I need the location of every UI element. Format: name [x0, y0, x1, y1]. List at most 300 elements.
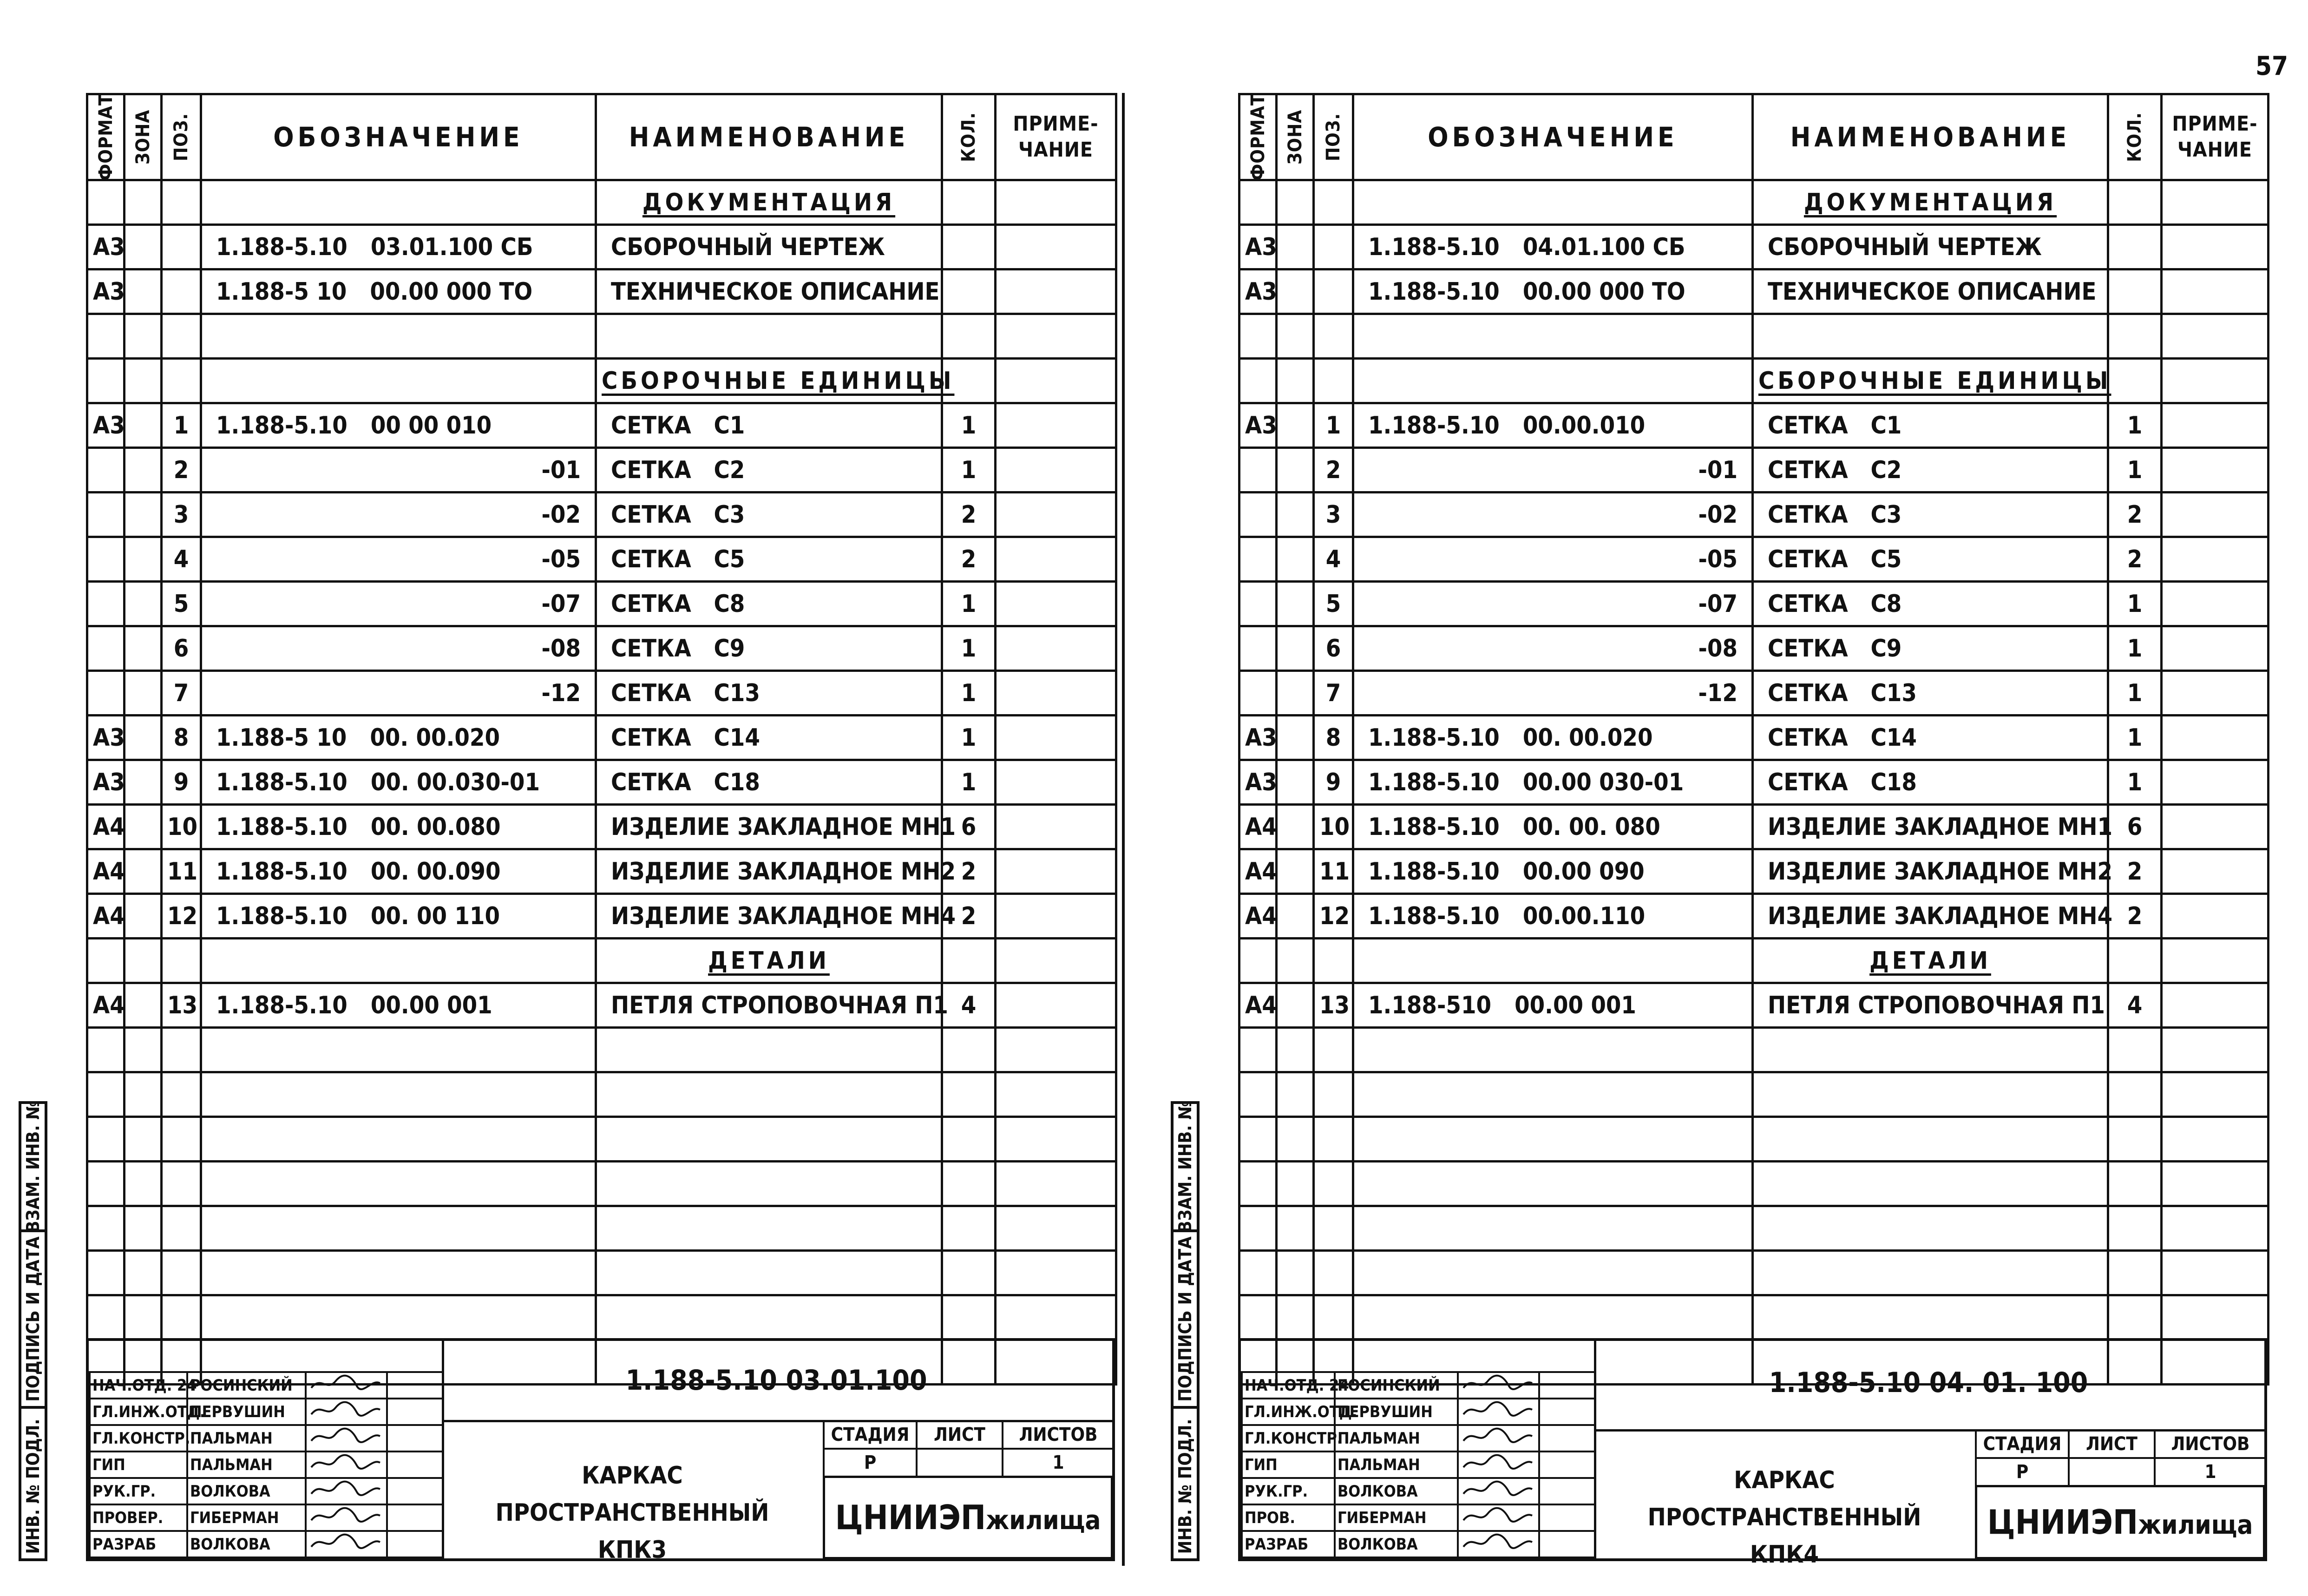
designation-cell: [201, 359, 596, 403]
qty-cell: [2108, 314, 2162, 359]
designation-cell: [1353, 448, 1753, 493]
zone-cell: [1277, 1251, 1314, 1295]
header-row: [87, 94, 1116, 180]
signature-row: [90, 1452, 443, 1478]
zone-cell: [125, 1117, 162, 1162]
format-cell: [87, 1072, 125, 1117]
spec-row: [87, 582, 1116, 626]
format-cell: А4: [87, 849, 125, 894]
name-cell: СЕТКА С13: [1753, 671, 2108, 716]
title-block-left: [86, 1338, 1115, 1564]
pos-cell: 7: [1314, 671, 1353, 716]
designation-doc: 1.188-5.10: [216, 411, 348, 440]
signature-icon: [1461, 1426, 1535, 1446]
designation-cell: [1353, 225, 1753, 269]
designation-code: 00.00 001: [370, 991, 492, 1019]
designation-cell: [201, 849, 596, 894]
role-cell: РАЗРАБ: [1242, 1531, 1335, 1557]
pos-cell: 9: [1314, 760, 1353, 805]
zone-cell: [125, 1028, 162, 1072]
person-name: ПАЛЬМАН: [1335, 1452, 1458, 1478]
designation-doc: [207, 501, 216, 529]
pos-cell: 2: [1314, 448, 1353, 493]
blank-row: [87, 1206, 1116, 1251]
qty-cell: 2: [942, 849, 996, 894]
stage-table: СТАДИЯ ЛИСТ ЛИСТОВ Р 1: [823, 1420, 1115, 1478]
note-cell: [996, 671, 1116, 716]
designation-cell: [201, 1251, 596, 1295]
zone-cell: [1277, 1117, 1314, 1162]
spec-row: [87, 760, 1116, 805]
designation: [207, 724, 590, 752]
col-qty: КОЛ.: [942, 94, 996, 180]
designation: [207, 233, 590, 261]
qty-cell: [2108, 1117, 2162, 1162]
designation-cell: [201, 894, 596, 939]
zone-cell: [1277, 1072, 1314, 1117]
name-cell: ТЕХНИЧЕСКОЕ ОПИСАНИЕ: [596, 269, 942, 314]
signature-cell: [306, 1399, 387, 1425]
name-cell: ИЗДЕЛИЕ ЗАКЛАДНОЕ МН1: [1753, 805, 2108, 849]
qty-cell: [942, 1162, 996, 1206]
format-cell: [1239, 1028, 1277, 1072]
name-cell: СЕТКА С3: [596, 493, 942, 537]
qty-cell: [942, 1117, 996, 1162]
note-cell: [2162, 671, 2269, 716]
zone-cell: [125, 403, 162, 448]
date-cell: [387, 1372, 443, 1399]
section-title: СБОРОЧНЫЕ ЕДИНИЦЫ: [596, 359, 942, 403]
format-cell: А3: [1239, 225, 1277, 269]
name-cell: [1753, 1028, 2108, 1072]
signature-icon: [308, 1452, 383, 1473]
name-cell: ИЗДЕЛИЕ ЗАКЛАДНОЕ МН2: [1753, 849, 2108, 894]
designation-code: 00.00 001: [1515, 991, 1636, 1019]
designation-doc: 1.188-5.10: [1368, 813, 1500, 841]
pos-cell: [162, 1162, 201, 1206]
format-cell: [1239, 537, 1277, 582]
designation-doc: 1.188-5.10: [216, 768, 348, 796]
signature-cell: [1458, 1372, 1539, 1399]
name-cell: СЕТКА С18: [1753, 760, 2108, 805]
name-cell: СЕТКА С5: [596, 537, 942, 582]
spec-row: [87, 225, 1116, 269]
signature-icon: [1461, 1373, 1535, 1393]
role-cell: ГИП: [1242, 1452, 1335, 1478]
designation-cell: [201, 314, 596, 359]
designation-code: 00. 00.030-01: [370, 768, 540, 796]
signature-icon: [308, 1426, 383, 1446]
zone-cell: [125, 1162, 162, 1206]
designation-cell: [1353, 1117, 1753, 1162]
qty-cell: 2: [2108, 849, 2162, 894]
blank-row: [1239, 314, 2269, 359]
note-cell: [996, 314, 1116, 359]
designation: [1359, 858, 1747, 886]
format-cell: [1239, 582, 1277, 626]
note-cell: [2162, 1117, 2269, 1162]
designation-cell: [201, 537, 596, 582]
designation-code: 00.00 090: [1522, 857, 1645, 886]
format-cell: А4: [87, 894, 125, 939]
signature-row: [90, 1504, 443, 1531]
qty-cell: [2108, 359, 2162, 403]
note-cell: [996, 894, 1116, 939]
format-cell: [1239, 939, 1277, 983]
name-cell: [1753, 314, 2108, 359]
format-cell: [87, 537, 125, 582]
zone-cell: [125, 983, 162, 1028]
zone-cell: [1277, 359, 1314, 403]
name-cell: СЕТКА С1: [1753, 403, 2108, 448]
name-cell: [1753, 1206, 2108, 1251]
signature-icon: [308, 1479, 383, 1499]
designation-doc: [207, 635, 216, 663]
name-cell: СЕТКА С18: [596, 760, 942, 805]
qty-cell: [2108, 180, 2162, 225]
qty-cell: 2: [2108, 493, 2162, 537]
pos-cell: 4: [1314, 537, 1353, 582]
designation-code: 00. 00. 080: [1522, 813, 1660, 841]
zone-cell: [1277, 1162, 1314, 1206]
name-cell: [1753, 1072, 2108, 1117]
person-name: ГИБЕРМАН: [1335, 1504, 1458, 1531]
format-cell: [1239, 1072, 1277, 1117]
col-note: ПРИМЕ- ЧАНИЕ: [2162, 94, 2269, 180]
pos-cell: [162, 939, 201, 983]
designation: [207, 858, 590, 886]
stage-table: СТАДИЯ ЛИСТ ЛИСТОВ Р 1: [1975, 1429, 2267, 1487]
designation-cell: [1353, 849, 1753, 894]
signature-row: [1242, 1504, 1595, 1531]
col-zone: ЗОНА: [1277, 94, 1314, 180]
person-name: ПАЛЬМАН: [187, 1452, 306, 1478]
pos-cell: 7: [162, 671, 201, 716]
designation-cell: [201, 582, 596, 626]
designation: [1359, 768, 1747, 796]
name-cell: СЕТКА С3: [1753, 493, 2108, 537]
designation-doc: [1359, 545, 1368, 573]
signature-cell: [1458, 1478, 1539, 1504]
qty-cell: 1: [2108, 760, 2162, 805]
designation-cell: [201, 448, 596, 493]
format-cell: А3: [87, 716, 125, 760]
pos-cell: [1314, 939, 1353, 983]
qty-cell: [942, 180, 996, 225]
qty-cell: [2108, 1162, 2162, 1206]
note-cell: [996, 180, 1116, 225]
qty-cell: 1: [2108, 716, 2162, 760]
note-cell: [996, 1206, 1116, 1251]
qty-cell: [942, 225, 996, 269]
name-cell: СЕТКА С14: [596, 716, 942, 760]
zone-cell: [1277, 849, 1314, 894]
designation-cell: [1353, 939, 1753, 983]
pos-cell: 2: [162, 448, 201, 493]
format-cell: А3: [87, 403, 125, 448]
name-cell: СЕТКА С5: [1753, 537, 2108, 582]
signature-row: [90, 1399, 443, 1425]
designation: [207, 412, 590, 440]
designation-doc: 1.188-5.10: [1368, 411, 1500, 440]
person-name: РОСИНСКИЙ: [187, 1372, 306, 1399]
designation-doc: 1.188-510: [1368, 991, 1492, 1019]
section-row: [1239, 359, 2269, 403]
pos-cell: [162, 225, 201, 269]
pos-cell: 11: [162, 849, 201, 894]
pos-cell: [162, 314, 201, 359]
designation-cell: [201, 760, 596, 805]
designation-cell: [1353, 1251, 1753, 1295]
designation: [207, 902, 590, 930]
designation-code: 03.01.100 СБ: [370, 233, 533, 261]
person-name: ПЕРВУШИН: [187, 1399, 306, 1425]
note-cell: [996, 1251, 1116, 1295]
designation-cell: [1353, 180, 1753, 225]
designation: [207, 501, 590, 529]
role-cell: РУК.ГР.: [90, 1478, 187, 1504]
qty-cell: 1: [942, 760, 996, 805]
designation-cell: [1353, 1028, 1753, 1072]
spec-row: [87, 716, 1116, 760]
designation-cell: [201, 671, 596, 716]
qty-cell: [942, 1072, 996, 1117]
date-cell: [1539, 1399, 1595, 1425]
designation-code: -07: [1698, 590, 1738, 618]
spec-row: [1239, 225, 2269, 269]
spec-row: [87, 983, 1116, 1028]
note-cell: [2162, 805, 2269, 849]
date-cell: [387, 1504, 443, 1531]
designation-code: -05: [1698, 545, 1738, 573]
pos-cell: 1: [162, 403, 201, 448]
designation: [207, 590, 590, 618]
note-cell: [2162, 894, 2269, 939]
role-cell: РУК.ГР.: [1242, 1478, 1335, 1504]
zone-cell: [1277, 493, 1314, 537]
spec-row: [1239, 849, 2269, 894]
note-cell: [996, 448, 1116, 493]
note-cell: [996, 939, 1116, 983]
person-name: ВОЛКОВА: [187, 1531, 306, 1557]
format-cell: [87, 1117, 125, 1162]
signature-row: [90, 1531, 443, 1557]
spec-row: [1239, 894, 2269, 939]
note-cell: [2162, 537, 2269, 582]
designation-code: -01: [1698, 456, 1738, 484]
qty-cell: [2108, 939, 2162, 983]
note-cell: [2162, 1251, 2269, 1295]
designation-cell: [201, 1072, 596, 1117]
date-cell: [1539, 1504, 1595, 1531]
qty-cell: [2108, 225, 2162, 269]
signature-cell: [1458, 1504, 1539, 1531]
format-cell: [87, 493, 125, 537]
designation-code: 00 00 010: [370, 411, 492, 440]
col-format: ФОРМАТ: [87, 94, 125, 180]
name-cell: ПЕТЛЯ СТРОПОВОЧНАЯ П1: [596, 983, 942, 1028]
person-name: ПАЛЬМАН: [187, 1425, 306, 1452]
pos-cell: 10: [162, 805, 201, 849]
role-cell: ГЛ.ИНЖ.ОТД.: [90, 1399, 187, 1425]
pos-cell: 6: [162, 626, 201, 671]
date-cell: [1539, 1531, 1595, 1557]
section-row: [1239, 939, 2269, 983]
designation-cell: [1353, 1206, 1753, 1251]
qty-cell: [942, 1206, 996, 1251]
note-cell: [2162, 314, 2269, 359]
designation-cell: [1353, 894, 1753, 939]
qty-cell: 6: [942, 805, 996, 849]
signature-icon: [1461, 1505, 1535, 1526]
pos-cell: [1314, 1072, 1353, 1117]
signature-icon: [1461, 1452, 1535, 1473]
designation-cell: [1353, 805, 1753, 849]
zone-cell: [1277, 1206, 1314, 1251]
blank-row: [1239, 1162, 2269, 1206]
zone-cell: [125, 225, 162, 269]
person-name: ПАЛЬМАН: [1335, 1425, 1458, 1452]
zone-cell: [125, 493, 162, 537]
name-cell: [596, 1028, 942, 1072]
format-cell: [1239, 359, 1277, 403]
designation-cell: [1353, 314, 1753, 359]
person-name: ПЕРВУШИН: [1335, 1399, 1458, 1425]
designation-doc: 1.188-5 10: [216, 277, 347, 306]
zone-cell: [1277, 1028, 1314, 1072]
designation-doc: 1.188-5.10: [1368, 857, 1500, 886]
name-cell: ПЕТЛЯ СТРОПОВОЧНАЯ П1: [1753, 983, 2108, 1028]
designation-cell: [1353, 626, 1753, 671]
format-cell: [1239, 671, 1277, 716]
pos-cell: 1: [1314, 403, 1353, 448]
zone-cell: [1277, 894, 1314, 939]
pos-cell: [1314, 1162, 1353, 1206]
spec-row: [87, 448, 1116, 493]
col-pos: ПОЗ.: [1314, 94, 1353, 180]
format-cell: [87, 314, 125, 359]
designation: [1359, 679, 1747, 707]
spec-row: [1239, 403, 2269, 448]
qty-cell: [2108, 1206, 2162, 1251]
signature-cell: [1458, 1531, 1539, 1557]
format-cell: [1239, 1117, 1277, 1162]
name-cell: [1753, 1117, 2108, 1162]
note-cell: [2162, 626, 2269, 671]
pos-cell: 4: [162, 537, 201, 582]
note-cell: [996, 582, 1116, 626]
zone-cell: [125, 1295, 162, 1340]
name-cell: [1753, 1162, 2108, 1206]
person-name: ВОЛКОВА: [187, 1478, 306, 1504]
note-cell: [996, 716, 1116, 760]
designation-code: -01: [541, 456, 581, 484]
note-cell: [996, 760, 1116, 805]
designation-doc: 1.188-5.10: [1368, 277, 1500, 306]
format-cell: А4: [87, 805, 125, 849]
pos-cell: 13: [1314, 983, 1353, 1028]
note-cell: [2162, 849, 2269, 894]
zone-cell: [125, 180, 162, 225]
pos-cell: 5: [162, 582, 201, 626]
zone-cell: [1277, 626, 1314, 671]
format-cell: [1239, 448, 1277, 493]
designation-doc: [207, 545, 216, 573]
pos-cell: 13: [162, 983, 201, 1028]
date-cell: [1539, 1478, 1595, 1504]
format-cell: [87, 359, 125, 403]
note-cell: [996, 225, 1116, 269]
col-zone: ЗОНА: [125, 94, 162, 180]
signature-row: [1242, 1478, 1595, 1504]
note-cell: [2162, 760, 2269, 805]
qty-cell: 1: [2108, 403, 2162, 448]
zone-cell: [125, 849, 162, 894]
designation-cell: [201, 939, 596, 983]
spec-row: [1239, 983, 2269, 1028]
pos-cell: 12: [1314, 894, 1353, 939]
col-designation: ОБОЗНАЧЕНИЕ: [201, 94, 596, 180]
name-cell: [596, 1072, 942, 1117]
signature-icon: [1461, 1532, 1535, 1552]
designation-cell: [1353, 582, 1753, 626]
designation-code: -07: [541, 590, 581, 618]
designation-cell: [201, 403, 596, 448]
pos-cell: [1314, 225, 1353, 269]
pos-cell: [162, 180, 201, 225]
designation: [1359, 412, 1747, 440]
date-cell: [387, 1425, 443, 1452]
qty-cell: 1: [2108, 671, 2162, 716]
designation-code: -12: [541, 679, 581, 707]
designation-cell: [201, 269, 596, 314]
side-label-orig-inv: ИНВ. № ПОДЛ.: [1174, 1406, 1197, 1564]
role-cell: ГЛ.КОНСТР.: [90, 1425, 187, 1452]
spec-row: [87, 537, 1116, 582]
role-cell: ГЛ.ИНЖ.ОТД.: [1242, 1399, 1335, 1425]
doc-title: КАРКАС ПРОСТРАНСТВЕННЫЙ КПК4: [1647, 1466, 1921, 1569]
designation-code: 00. 00.080: [370, 813, 501, 841]
doc-code: 1.188-5.10 03.01.100: [625, 1364, 927, 1397]
spec-row: [1239, 805, 2269, 849]
designation-code: 00.00 030-01: [1522, 768, 1684, 796]
qty-cell: [2108, 269, 2162, 314]
name-cell: СЕТКА С1: [596, 403, 942, 448]
designation-cell: [201, 493, 596, 537]
col-designation: ОБОЗНАЧЕНИЕ: [1353, 94, 1753, 180]
signature-cell: [306, 1504, 387, 1531]
org-name: ЦНИИЭПжилища: [1975, 1485, 2265, 1559]
designation-cell: [201, 1117, 596, 1162]
qty-cell: [942, 269, 996, 314]
designation-cell: [1353, 671, 1753, 716]
designation-doc: [1359, 590, 1368, 618]
designation: [1359, 902, 1747, 930]
zone-cell: [1277, 403, 1314, 448]
name-cell: СЕТКА С14: [1753, 716, 2108, 760]
spec-row: [1239, 537, 2269, 582]
pos-cell: 10: [1314, 805, 1353, 849]
role-cell: ГЛ.КОНСТР.: [1242, 1425, 1335, 1452]
designation: [1359, 501, 1747, 529]
blank-row: [1239, 1295, 2269, 1340]
qty-cell: 1: [942, 671, 996, 716]
format-cell: А3: [87, 760, 125, 805]
designation-doc: [1359, 501, 1368, 529]
date-cell: [387, 1531, 443, 1557]
designation-cell: [201, 983, 596, 1028]
qty-cell: 2: [942, 894, 996, 939]
